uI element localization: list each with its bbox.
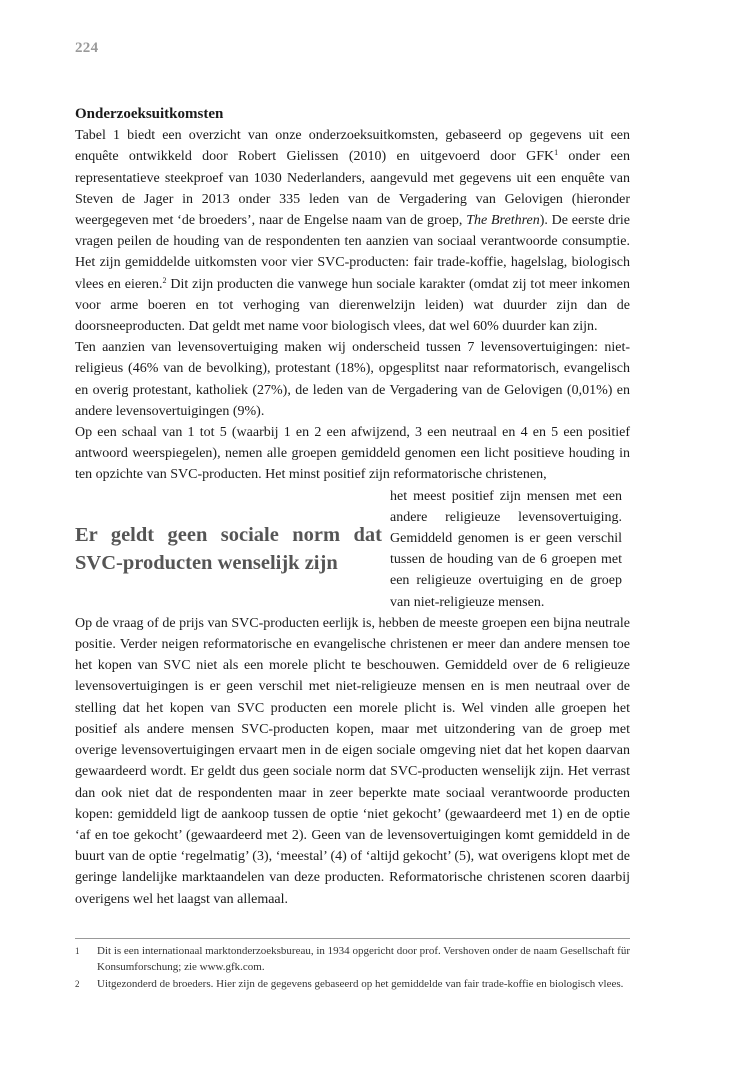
paragraph-intro-part-d: Dit zijn producten die vanwege hun sociale karakter (omdat zij tot meer inkomen voor arme boeren en tot verhoging van dierenwelzijn leiden) wat duurder zijn dan de doorsneeproducten. Dat geldt met name voor biologisch vlees, dat wel 60% duurder kan zijn. (75, 276, 630, 335)
paragraph-levensovertuiging: Ten aanzien van levensovertuiging maken wij onderscheid tussen 7 levensovertuigingen: niet-religieus (46% van de bevolking), protestant (18%), opgesplitst naar reformatorisch, evangelisch en overig protestant, katholiek (27%), de leden van de Vergadering van de Gelovigen (0,01%) en andere levensovertuigingen (9%). (75, 340, 630, 419)
paragraph-intro-part-a: Tabel 1 biedt een overzicht van onze onderzoeksuitkomsten, gebaseerd op gegevens uit een enquête ontwikkeld door Robert Gielissen (2010) en uitgevoerd door GFK (75, 128, 630, 165)
footnote-mark: 2 (75, 979, 80, 989)
section-heading: Onderzoeksuitkomsten (75, 106, 224, 122)
footnote-ref-1: 1 (554, 148, 559, 158)
pull-quote-block (75, 486, 630, 613)
paragraph-intro (75, 125, 630, 337)
paragraph-scale-continued: het meest positief zijn mensen met een andere religieuze levensovertuiging. Gemiddeld genomen is er geen verschil tussen de houding van de 6 groepen met een religieuze overtuiging en de groep van niet-religieuze mensen. (390, 488, 622, 610)
paragraph-scale-start: Op een schaal van 1 tot 5 (waarbij 1 en 2 een afwijzend, 3 een neutraal en 4 en 5 een positief antwoord weerspiegelen), nemen alle groepen gemiddeld genomen een licht positieve houding in ten opzichte van SVC-producten. Het minst positief zijn reformatorische christenen, (75, 425, 630, 483)
paragraph-intro-part-c: ). De eerste drie vragen peilen de houding van de respondenten ten aanzien van sociaal verantwoorde consumptie. Het zijn gemiddelde uitkomsten voor vier SVC-producten: fair trade-koffie, hagelslag, biologisch vlees en eieren. (75, 213, 630, 292)
footnotes (75, 944, 630, 995)
footnote-ref-2: 2 (162, 275, 167, 285)
footnote-item (75, 944, 630, 975)
page-number: 224 (75, 40, 99, 56)
footnote-text: Dit is een internationaal marktonderzoeksbureau, in 1934 opgericht door prof. Vershoven onder de naam Gesellschaft für Konsumforschung; zie www.gfk.com. (97, 945, 630, 973)
pull-quote: Er geldt geen sociale norm dat SVC-producten wenselijk zijn (75, 524, 382, 575)
paragraph-prijs: Op de vraag of de prijs van SVC-producten eerlijk is, hebben de meeste groepen een bijna neutrale positie. Verder neigen reformatorische en evangelische christenen er meer dan andere mensen toe het kopen van SVC niet als een morele plicht te beschouwen. Gemiddeld over de 6 religieuze levensovertuigingen is er geen verschil met niet-religieuze mensen en is men neutraal over de stelling dat het kopen van SVC producten een morele plicht is. Wel vinden alle groepen het positief als andere mensen SVC-producten kopen, maar met uitzondering van de groep met overige levensovertuigingen ervaart men in de eigen sociale omgeving niet dat het kopen daarvan gewaardeerd wordt. Er geldt dus geen sociale norm dat SVC-producten wenselijk zijn. Het verrast dan ook niet dat de respondenten maar in zeer beperkte mate sociaal verantwoorde producten kopen: gemiddeld ligt de aankoop tussen de optie ‘niet gekocht’ (gewaardeerd met 1) en de optie ‘af en toe gekocht’ (gewaardeerd met 2). Geen van de levensovertuigingen komt gemiddeld in de buurt van de optie ‘regelmatig’ (3), ‘meestal’ (4) of ‘altijd gekocht’ (5), wat overigens klopt met de geringe landelijke marktaandelen van deze producten. Reformatorische christenen scoren daarbij overigens wel het laagst van allemaal. (75, 615, 630, 907)
footnote-text: Uitgezonderd de broeders. Hier zijn de gegevens gebaseerd op het gemiddelde van fair trade-koffie en biologisch vlees. (97, 978, 624, 990)
paragraph-intro-part-b: onder een representatieve steekproef van 1030 Nederlanders, aangevuld met gegevens uit een enquête van Steven de Jager in 2013 onder 335 leden van de Vergadering van Gelovigen (hieronder weergegeven met ‘de broeders’, naar de Engelse naam van de groep, (75, 149, 630, 229)
footnote-mark: 1 (75, 946, 80, 956)
main-content (75, 104, 630, 910)
footnote-divider (75, 938, 630, 939)
group-name-italic: The Brethren (466, 213, 540, 229)
footnote-item (75, 977, 630, 993)
